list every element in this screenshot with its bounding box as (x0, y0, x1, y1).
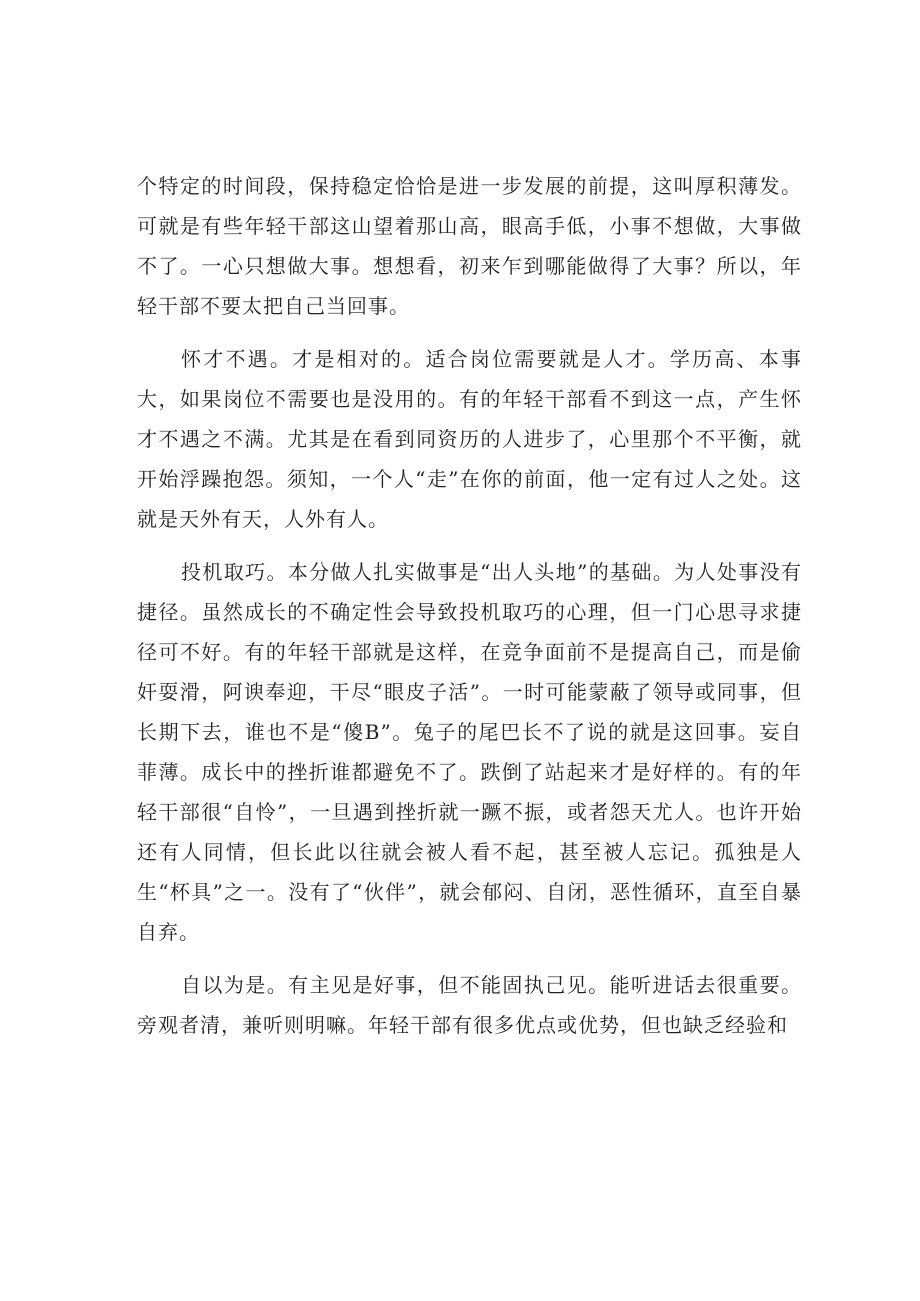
document-body (137, 166, 802, 1058)
paragraph-huaicaibuyu: 怀才不遇。才是相对的。适合岗位需要就是人才。学历高、本事大，如果岗位不需要也是没用的。有的年轻干部看不到这一点，产生怀才不遇之不满。尤其是在看到同资历的人进步了，心里那个不平衡，就开始浮躁抱怨。须知，一个人“走”在你的前面，他一定有过人之处。这就是天外有天，人外有人。 (137, 347, 802, 531)
paragraph-continuation: 个特定的时间段，保持稳定恰恰是进一步发展的前提，这叫厚积薄发。可就是有些年轻干部这山望着那山高，眼高手低，小事不想做，大事做不了。一心只想做大事。想想看，初来乍到哪能做得了大事？所以，年轻干部不要太把自己当回事。 (137, 174, 802, 318)
paragraph-ziyiweishi: 自以为是。有主见是好事，但不能固执己见。能听进话去很重要。旁观者清，兼听则明嘛。年轻干部有很多优点或优势，但也缺乏经验和 (137, 973, 802, 1037)
paragraph-toujiqiqiao: 投机取巧。本分做人扎实做事是“出人头地”的基础。为人处事没有捷径。虽然成长的不确定性会导致投机取巧的心理，但一门心思寻求捷径可不好。有的年轻干部就是这样，在竞争面前不是提高自己，而是偷奸耍滑，阿谀奉迎，干尽“眼皮子活”。一时可能蒙蔽了领导或同事，但长期下去，谁也不是“傻B”。兔子的尾巴长不了说的就是这回事。妄自菲薄。成长中的挫折谁都避免不了。跌倒了站起来才是好样的。有的年轻干部很“自怜”，一旦遇到挫折就一蹶不振，或者怨天尤人。也许开始还有人同情，但长此以往就会被人看不起，甚至被人忘记。孤独是人生“杯具”之一。没有了“伙伴”，就会郁闷、自闭，恶性循环，直至自暴自弃。 (137, 560, 802, 944)
